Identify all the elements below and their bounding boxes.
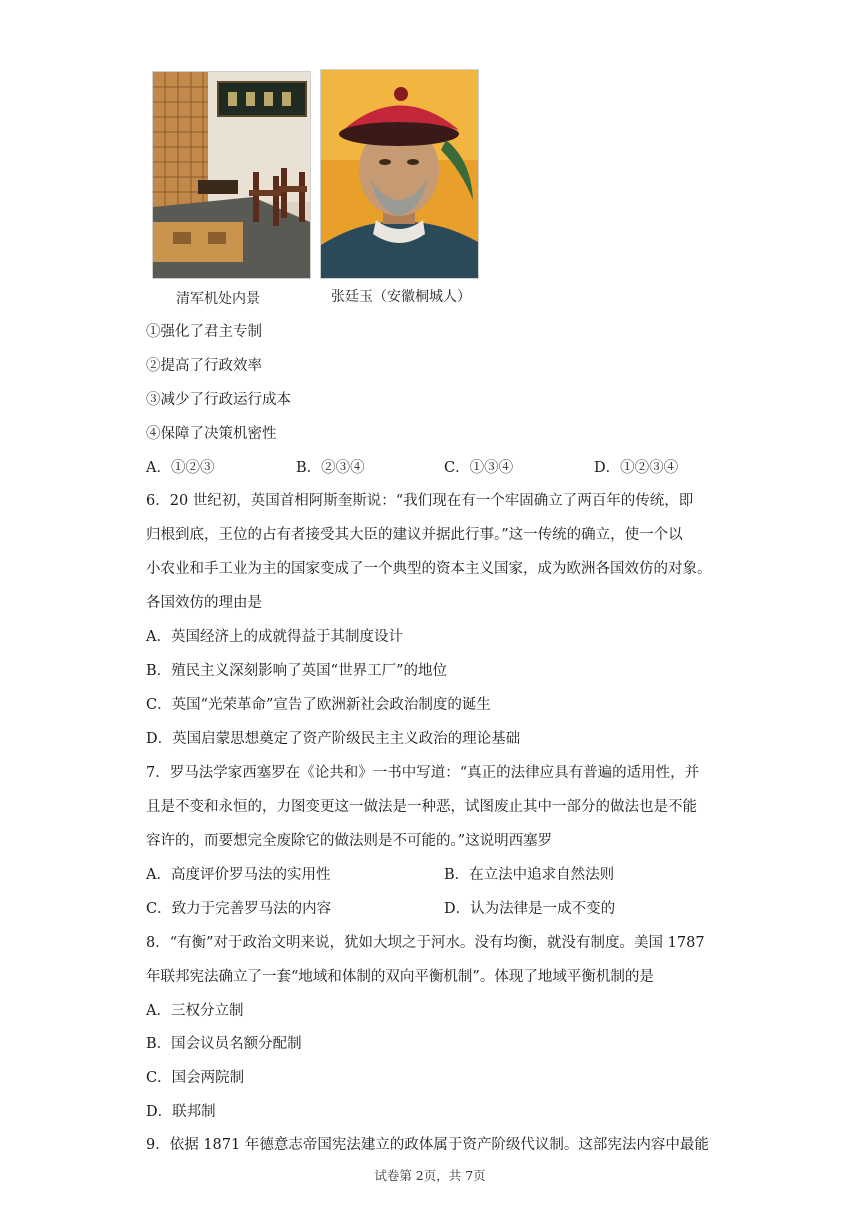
q5-statement-2: ②提高了行政效率 [146, 358, 262, 374]
q8-option-b[interactable]: B．国会议员名额分配制 [146, 1036, 302, 1052]
q8-option-d[interactable]: D．联邦制 [146, 1104, 216, 1120]
grand-council-interior-photo [152, 71, 311, 279]
q5-option-d[interactable]: D．①②③④ [594, 460, 679, 476]
q5-option-c[interactable]: C．①③④ [444, 460, 514, 476]
q5-statement-1: ①强化了君主专制 [146, 324, 262, 340]
q5-option-b[interactable]: B．②③④ [296, 460, 365, 476]
figure-caption-zhang-tingyu: 张廷玉（安徽桐城人） [331, 289, 471, 305]
q6-option-d[interactable]: D．英国启蒙思想奠定了资产阶级民主主义政治的理论基础 [146, 731, 521, 747]
q6-option-b[interactable]: B．殖民主义深刻影响了英国“世界工厂”的地位 [146, 663, 447, 679]
q7-stem-line-3: 容许的，而要想完全废除它的做法则是不可能的。”这说明西塞罗 [146, 833, 553, 849]
q7-option-c[interactable]: C．致力于完善罗马法的内容 [146, 901, 332, 917]
q6-stem-line-1: 6．20 世纪初，英国首相阿斯奎斯说：“我们现在有一个牢固确立了两百年的传统，即 [146, 493, 694, 509]
page-footer: 试卷第 2页，共 7页 [374, 1168, 486, 1183]
q7-option-d[interactable]: D．认为法律是一成不变的 [444, 901, 616, 917]
q8-stem-line-2: 年联邦宪法确立了一套“地域和体制的双向平衡机制”。体现了地域平衡机制的是 [146, 969, 654, 985]
figure-caption-grand-council: 清军机处内景 [176, 291, 260, 307]
q6-stem-line-2: 归根到底，王位的占有者接受其大臣的建议并据此行事。”这一传统的确立，使一个以 [146, 527, 683, 543]
q6-stem-line-4: 各国效仿的理由是 [146, 595, 262, 611]
q8-option-c[interactable]: C．国会两院制 [146, 1070, 245, 1086]
q5-option-a[interactable]: A．①②③ [146, 460, 215, 476]
q6-option-c[interactable]: C．英国“光荣革命”宣告了欧洲新社会政治制度的诞生 [146, 697, 491, 713]
q7-stem-line-2: 且是不变和永恒的，力图变更这一做法是一种恶，试图废止其中一部分的做法也是不能 [146, 799, 697, 815]
q8-stem-line-1: 8．“有衡”对于政治文明来说，犹如大坝之于河水。没有均衡，就没有制度。美国 1787 [146, 935, 705, 951]
q8-option-a[interactable]: A．三权分立制 [146, 1003, 244, 1019]
q7-stem-line-1: 7．罗马法学家西塞罗在《论共和》一书中写道：“真正的法律应具有普遍的适用性，并 [146, 765, 700, 781]
q7-option-b[interactable]: B．在立法中追求自然法则 [444, 867, 615, 883]
zhang-tingyu-portrait-illustration [321, 70, 478, 278]
zhang-tingyu-portrait [320, 69, 479, 279]
q6-option-a[interactable]: A．英国经济上的成就得益于其制度设计 [146, 629, 403, 645]
grand-council-interior-illustration [153, 72, 310, 278]
q7-option-a[interactable]: A．高度评价罗马法的实用性 [146, 867, 331, 883]
q5-statement-3: ③减少了行政运行成本 [146, 392, 291, 408]
q5-statement-4: ④保障了决策机密性 [146, 426, 277, 442]
q6-stem-line-3: 小农业和手工业为主的国家变成了一个典型的资本主义国家，成为欧洲各国效仿的对象。 [146, 561, 712, 577]
q9-stem-line-1: 9．依据 1871 年德意志帝国宪法建立的政体属于资产阶级代议制。这部宪法内容中最能 [146, 1137, 709, 1153]
